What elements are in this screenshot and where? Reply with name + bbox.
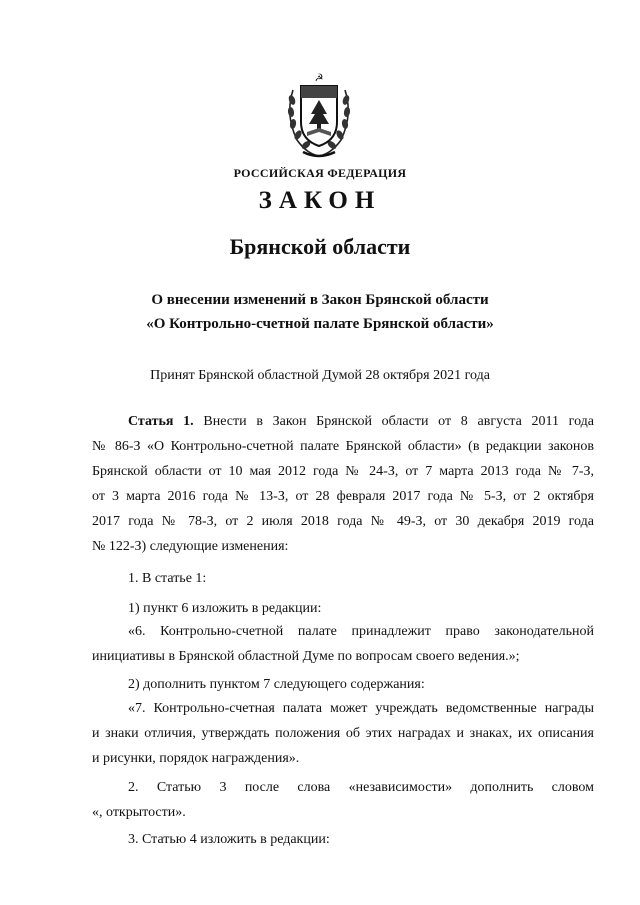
quote-line: инициативы в Брянской областной Думе по вопросам своего ведения.»; xyxy=(92,649,520,664)
bryansk-coat-of-arms-icon xyxy=(283,70,355,158)
article-1-text: Внести в Закон Брянской области от 8 августа 2011 года xyxy=(203,414,595,429)
quote-line: «6. Контрольно-счетной палате принадлежит право законодательной xyxy=(128,624,594,639)
adoption-note: Принят Брянской областной Думой 28 октября 2021 года xyxy=(150,368,490,383)
article-1-line: от 3 марта 2016 года № 13-З, от 28 февраля 2017 года № 5-З, от 2 октября xyxy=(92,489,594,504)
quote-line: «7. Контрольно-счетная палата может учреждать ведомственные награды xyxy=(128,701,594,716)
item-3-heading: 3. Статью 4 изложить в редакции: xyxy=(128,832,330,847)
item-1-heading: 1. В статье 1: xyxy=(128,571,207,586)
item-1 xyxy=(92,566,594,591)
item-2 xyxy=(92,775,594,825)
article-1-line: № 86-З «О Контрольно-счетной палате Брянской области» (в редакции законов xyxy=(92,439,594,454)
item-2-line: «, открытости». xyxy=(92,805,186,820)
law-title-line-2: «О Контрольно-счетной палате Брянской области» xyxy=(146,316,494,332)
item-1-2-heading: 2) дополнить пунктом 7 следующего содержания: xyxy=(128,677,425,692)
article-1-line: № 122-З) следующие изменения: xyxy=(92,539,289,554)
article-label: Статья 1. xyxy=(128,414,194,429)
item-1-2-text xyxy=(92,696,594,771)
article-1 xyxy=(92,409,594,559)
article-1-line: 2017 года № 78-З, от 2 июля 2018 года № 49-З, от 30 декабря 2019 года xyxy=(92,514,594,529)
svg-text:☭: ☭ xyxy=(314,73,324,84)
article-1-line xyxy=(92,409,594,434)
country-heading: РОССИЙСКАЯ ФЕДЕРАЦИЯ xyxy=(233,166,407,180)
region-heading: Брянской области xyxy=(229,234,411,259)
item-1-1-heading: 1) пункт 6 изложить в редакции: xyxy=(128,601,322,616)
article-1-line: Брянской области от 10 мая 2012 года № 24-З, от 7 марта 2013 года № 7-З, xyxy=(92,464,594,479)
law-title-line-1: О внесении изменений в Закон Брянской области xyxy=(151,292,489,308)
item-1-1 xyxy=(92,596,594,621)
item-2-line: 2. Статью 3 после слова «независимости» дополнить словом xyxy=(128,780,594,795)
quote-line: и знаки отличия, утверждать положения об этих наградах и знаках, их описания xyxy=(92,726,594,741)
document-type-heading: ЗАКОН xyxy=(258,187,382,214)
item-1-1-text xyxy=(92,619,594,669)
item-1-2 xyxy=(92,672,594,697)
quote-line: и рисунки, порядок награждения». xyxy=(92,751,300,766)
item-3 xyxy=(92,827,594,852)
